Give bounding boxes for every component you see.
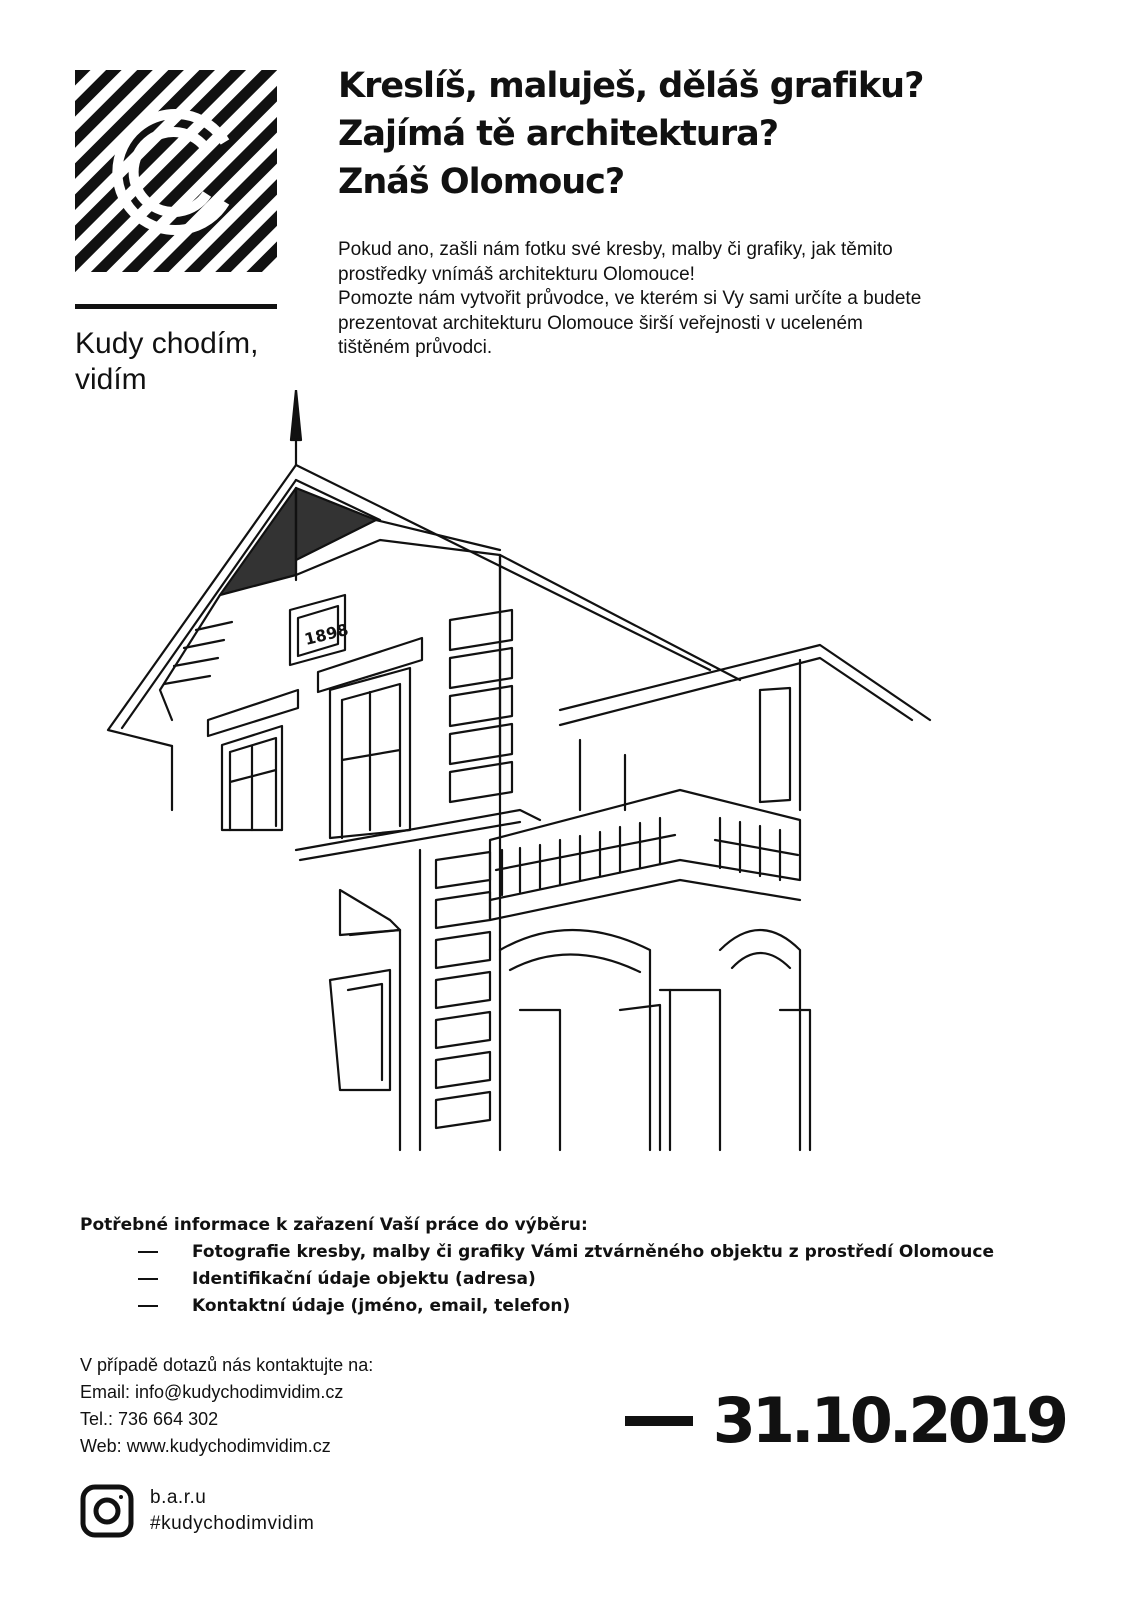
project-name-line-1: Kudy chodím, <box>75 327 259 360</box>
instagram-icon[interactable] <box>80 1484 134 1538</box>
building-year-label: 1898 <box>302 619 351 650</box>
deadline-dash <box>625 1416 693 1426</box>
requirements-section <box>80 1212 1080 1319</box>
intro-line: Pomozte nám vytvořit průvodce, ve kterém si Vy sami určíte a budete <box>338 288 922 309</box>
social-account[interactable]: b.a.r.u <box>150 1487 207 1508</box>
requirement-item <box>80 1293 1080 1319</box>
dash-bullet <box>138 1305 158 1307</box>
contact-phone: Tel.: 736 664 302 <box>80 1409 219 1429</box>
project-name-line-2: vidím <box>75 363 147 396</box>
deadline-date: 31.10.2019 <box>712 1384 1065 1457</box>
contact-intro: V případě dotazů nás kontaktujte na: <box>80 1355 374 1375</box>
deadline <box>625 1386 1065 1456</box>
intro-line: Pokud ano, zašli nám fotku své kresby, malby či grafiky, jak těmito <box>338 239 893 260</box>
requirement-item <box>80 1239 1080 1265</box>
requirement-text: Identifikační údaje objektu (adresa) <box>192 1269 536 1289</box>
requirement-text: Kontaktní údaje (jméno, email, telefon) <box>192 1296 571 1316</box>
project-logo <box>75 70 277 272</box>
contact-section <box>80 1352 373 1460</box>
contact-email[interactable]: Email: info@kudychodimvidim.cz <box>80 1382 344 1402</box>
requirement-item <box>80 1266 1080 1292</box>
requirements-title: Potřebné informace k zařazení Vaší práce do výběru: <box>80 1215 588 1235</box>
intro-line: prezentovat architekturu Olomouce širší veřejnosti v uceleném <box>338 312 863 334</box>
intro-line: prostředky vnímáš architekturu Olomouce! <box>338 263 695 285</box>
social-section <box>80 1484 314 1538</box>
headline-line-3: Znáš Olomouc? <box>338 162 625 202</box>
dash-bullet <box>138 1251 158 1253</box>
social-text <box>150 1485 314 1537</box>
dash-bullet <box>138 1278 158 1280</box>
building-illustration <box>100 390 960 1170</box>
intro-text <box>338 238 1058 361</box>
logo-divider <box>75 304 277 309</box>
headline <box>338 62 1098 206</box>
headline-line-2: Zajímá tě architektura? <box>338 114 779 154</box>
requirement-text: Fotografie kresby, malby či grafiky Vámi ztvárněného objektu z prostředí Olomouce <box>192 1242 994 1262</box>
intro-line: tištěném průvodci. <box>338 337 493 358</box>
contact-web[interactable]: Web: www.kudychodimvidim.cz <box>80 1436 331 1456</box>
social-hashtag[interactable]: #kudychodimvidim <box>150 1513 315 1534</box>
project-name <box>75 326 315 398</box>
headline-line-1: Kreslíš, maluješ, děláš grafiku? <box>338 66 924 106</box>
